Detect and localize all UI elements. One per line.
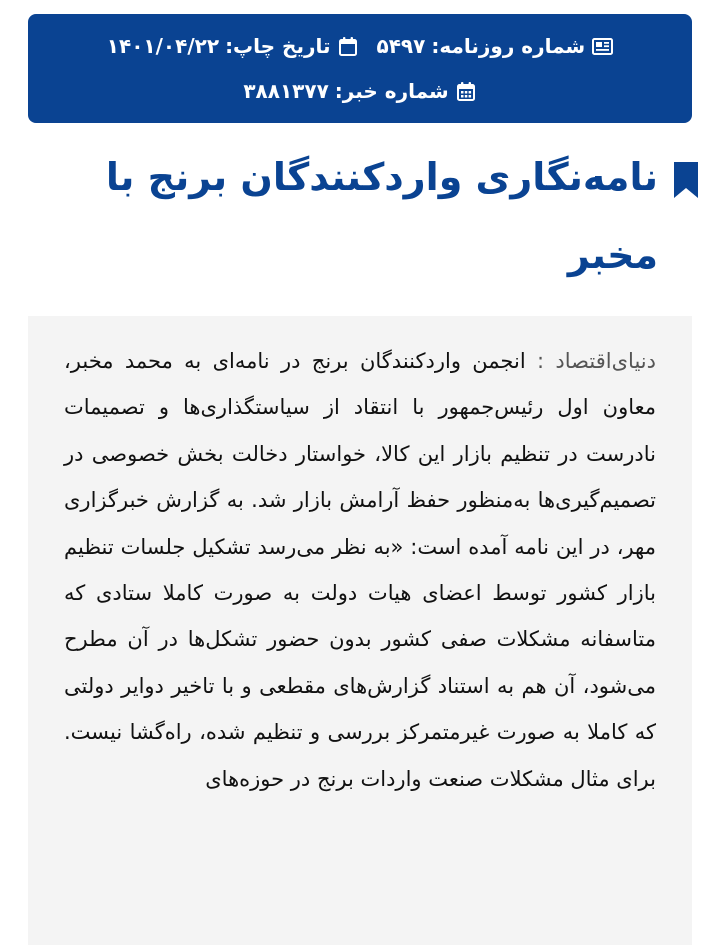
article-title: نامه‌نگاری واردکنندگان برنج با مخبر [105, 155, 658, 277]
bookmark-icon[interactable] [672, 160, 700, 200]
issue-number-label: شماره روزنامه: [431, 34, 586, 58]
issue-number-value: ۵۴۹۷ [376, 34, 426, 58]
article-body [64, 338, 656, 802]
article-meta-box [28, 14, 692, 123]
meta-row-bottom [28, 77, 692, 105]
news-number-label: شماره خبر: [334, 79, 449, 103]
calendar-grid-icon [455, 80, 477, 102]
meta-row-top [28, 32, 692, 60]
article-source: دنیای‌اقتصاد : [537, 349, 656, 373]
print-date-label: تاریخ چاپ: [225, 34, 331, 58]
print-date-item [107, 32, 359, 60]
issue-number-item [377, 32, 614, 60]
news-number-value: ۳۸۸۱۳۷۷ [243, 79, 329, 103]
news-number-item [243, 77, 476, 105]
article-title-wrap [40, 138, 700, 294]
article-body-box [28, 316, 692, 945]
article-body-text: انجمن واردکنندگان برنج در نامه‌ای به محمد مخبر، معاون اول رئیس‌جمهور با انتقاد از سیاستگذاری‌ها و تصمیمات نادرست در تنظیم بازار این کالا، خواستار دخالت بخش خصوصی در تصمیم‌گیری‌ها به‌منظور حفظ آرامش بازار شد. به گزارش خبرگزاری مهر، در این نامه آمده است: «به نظر می‌رسد تشکیل جلسات تنظیم بازار کشور توسط اعضای هیات دولت به صورت کاملا ستادی که متاسفانه مشکلات صفی کشور بدون حضور تشکل‌ها در آن مطرح می‌شود، آن هم به استناد گزارش‌های مقطعی و با تاخیر دوایر دولتی که کاملا به صورت غیرمتمرکز بررسی و تنظیم شده، راه‌گشا نیست. برای مثال مشکلات صنعت واردات برنج در حوزه‌های [64, 349, 656, 791]
print-date-value: ۱۴۰۱/۰۴/۲۲ [106, 34, 220, 58]
newspaper-icon [591, 35, 613, 57]
calendar-icon [337, 35, 359, 57]
